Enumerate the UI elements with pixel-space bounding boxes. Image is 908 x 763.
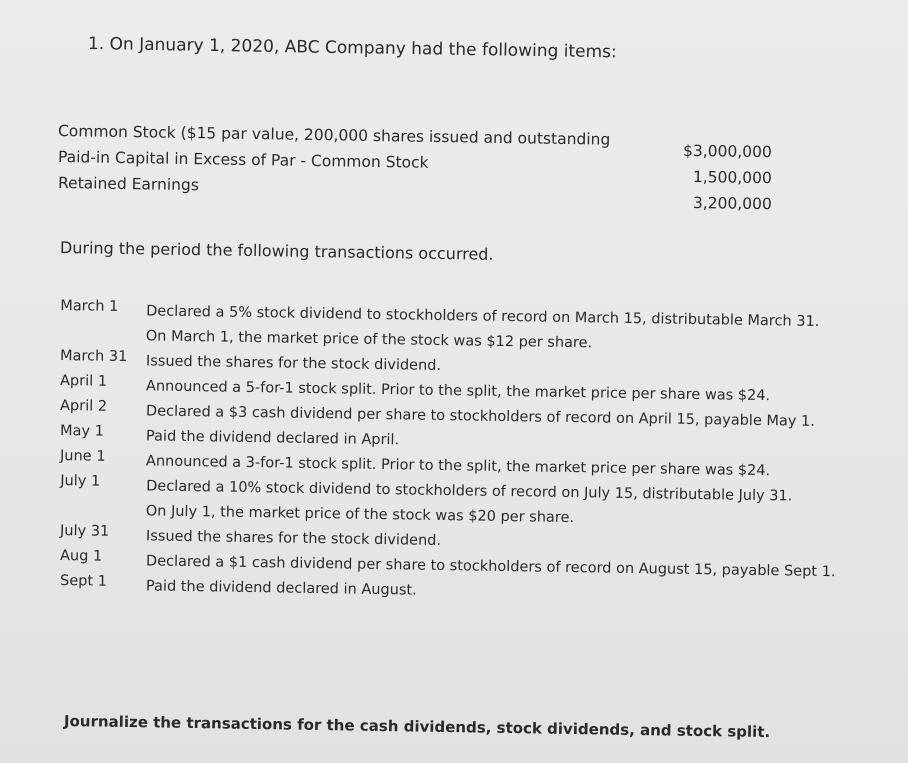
balance-label: Retained Earnings xyxy=(57,174,200,195)
transaction-text: Announced a 3-for-1 stock split. Prior to the split, the market price per share was $24. xyxy=(145,453,771,480)
transaction-text: Declared a 10% stock dividend to stockholders of record on July 15, distributable July 31. xyxy=(146,478,793,505)
transaction-date: July 1 xyxy=(60,473,101,490)
transaction-text: Paid the dividend declared in April. xyxy=(145,428,400,449)
transaction-text: Paid the dividend declared in August. xyxy=(145,578,417,599)
transaction-text: On July 1, the market price of the stock was $20 per share. xyxy=(145,503,575,527)
transactions-intro: During the period the following transactions occurred. xyxy=(59,238,494,264)
balance-label: Common Stock ($15 par value, 200,000 shares issued and outstanding xyxy=(57,122,611,149)
transaction-list xyxy=(60,298,900,598)
transaction-text: Declared a $1 cash dividend per share to stockholders of record on August 15, payable Sept 1. xyxy=(145,553,836,581)
transaction-text: On March 1, the market price of the stock was $12 per share. xyxy=(145,328,593,352)
transaction-date: March 1 xyxy=(60,298,119,315)
transaction-text: Declared a 5% stock dividend to stockholders of record on March 15, distributable March 31. xyxy=(146,303,820,330)
instruction-text: Journalize the transactions for the cash dividends, stock dividends, and stock split. xyxy=(63,712,771,742)
balance-amount: 1,500,000 xyxy=(692,167,772,188)
transaction-text: Announced a 5-for-1 stock split. Prior to the split, the market price per share was $24. xyxy=(145,378,771,405)
transaction-date: March 31 xyxy=(59,348,128,366)
balance-amount: 3,200,000 xyxy=(692,193,772,214)
balance-amount: $3,000,000 xyxy=(682,141,772,162)
transaction-date: Sept 1 xyxy=(59,573,108,590)
transaction-text: Issued the shares for the stock dividend. xyxy=(145,353,442,374)
balance-label: Paid-in Capital in Excess of Par - Common Stock xyxy=(57,148,429,172)
transaction-date: July 31 xyxy=(59,523,110,540)
problem-title: 1. On January 1, 2020, ABC Company had the following items: xyxy=(87,34,617,63)
transaction-date: April 2 xyxy=(59,398,108,415)
transaction-date: June 1 xyxy=(59,448,106,465)
transaction-text: Issued the shares for the stock dividend. xyxy=(145,528,442,549)
transaction-date: April 1 xyxy=(59,373,108,390)
transaction-text: Declared a $3 cash dividend per share to stockholders of record on April 15, payable May 1. xyxy=(145,403,815,430)
opening-balances xyxy=(57,122,778,214)
transaction-date: May 1 xyxy=(59,423,105,440)
transaction-date: Aug 1 xyxy=(59,548,103,565)
